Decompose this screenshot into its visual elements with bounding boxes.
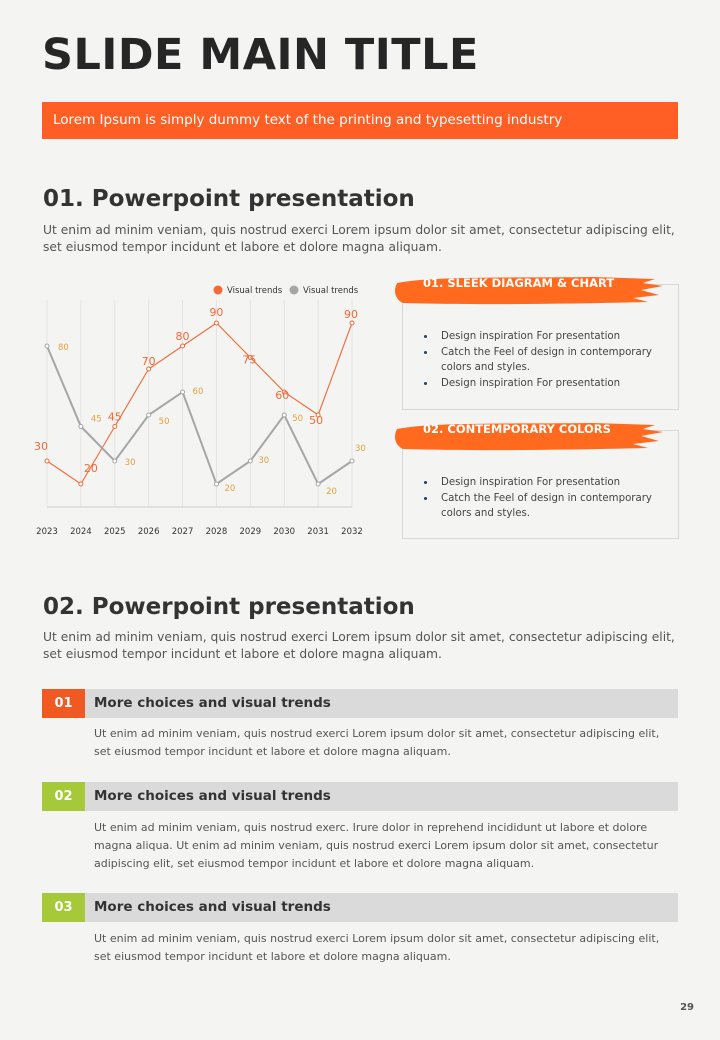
page-number: 29: [680, 1002, 694, 1013]
x-tick-label: 2027: [171, 527, 194, 537]
subtitle-banner: Lorem Ipsum is simply dummy text of the printing and typesetting industry: [42, 102, 678, 139]
x-tick-label: 2026: [137, 527, 160, 537]
section2-body: Ut enim ad minim veniam, quis nostrud exerci Lorem ipsum dolor sit amet, consectetur adipiscing elit, set eiusmod tempor incidunt et labore et dolore magna aliquam.: [43, 630, 675, 661]
section1-heading: 01. Powerpoint presentation: [43, 186, 415, 212]
data-point: [79, 482, 83, 486]
infobox-2-list: [441, 475, 671, 522]
chart-grid: [47, 300, 352, 507]
data-label: 80: [175, 330, 190, 343]
list-item: Design inspiration For presentation: [441, 475, 671, 490]
section1-body: Ut enim ad minim veniam, quis nostrud exerci Lorem ipsum dolor sit amet, consectetur adipiscing elit, set eiusmod tempor incidunt et labore et dolore magna aliquam.: [43, 223, 675, 254]
data-point: [45, 344, 49, 348]
x-tick-label: 2023: [36, 527, 58, 537]
infobox-1-list: [441, 329, 671, 392]
x-tick-label: 2028: [205, 527, 228, 537]
list-number-1: 01: [42, 689, 85, 718]
x-tick-label: 2032: [341, 527, 363, 537]
data-label: 80: [58, 343, 69, 353]
x-tick-label: 2025: [103, 527, 126, 537]
legend-label: Visual trends: [227, 286, 283, 296]
line-chart: [32, 280, 372, 540]
data-label: 75: [242, 353, 257, 367]
data-label: 20: [83, 462, 98, 475]
list-title-3: More choices and visual trends: [85, 893, 678, 922]
x-tick-label: 2031: [307, 527, 329, 537]
legend-marker: [214, 286, 223, 295]
legend-label: Visual trends: [303, 286, 359, 296]
data-label: 70: [141, 355, 156, 368]
data-point: [316, 482, 320, 486]
data-point: [113, 425, 117, 429]
infobox-1: [402, 276, 679, 410]
data-label: 50: [158, 417, 170, 427]
page-title: SLIDE MAIN TITLE: [42, 30, 479, 80]
data-label: 30: [258, 456, 270, 466]
data-point: [248, 459, 252, 463]
data-label: 50: [309, 414, 324, 427]
list-text-1: Ut enim ad minim veniam, quis nostrud exerci Lorem ipsum dolor sit amet, consectetur adipiscing elit, set eiusmod tempor incidunt et labore et dolore magna aliquam.: [94, 727, 660, 758]
data-point: [79, 425, 83, 429]
list-item: Design inspiration For presentation: [441, 376, 671, 391]
section2-heading: 02. Powerpoint presentation: [43, 594, 415, 620]
chart-legend: [214, 286, 359, 297]
data-label: 30: [355, 444, 366, 454]
list-number-2: 02: [42, 782, 85, 811]
data-label: 30: [124, 458, 136, 468]
infobox-2: [402, 422, 679, 539]
list-number-3: 03: [42, 893, 85, 922]
data-point: [181, 390, 185, 394]
data-label: 45: [107, 410, 122, 424]
data-point: [45, 459, 49, 463]
chart-series: [34, 306, 366, 497]
list-title-1: More choices and visual trends: [85, 689, 678, 718]
data-label: 50: [292, 414, 304, 424]
data-label: 90: [209, 306, 224, 319]
infobox-2-title: 02. CONTEMPORARY COLORS: [423, 422, 611, 436]
list-text-2: Ut enim ad minim veniam, quis nostrud exerc. Irure dolor in reprehend incididunt ut labore et dolore magna aliqua. Ut enim ad minim veniam, quis nostrud exerci Lorem ipsum dolor sit amet, consectetur adipiscing elit, set eiusmod tempor incidunt et labore et dolore magna aliquam.: [94, 821, 659, 870]
data-point: [214, 321, 218, 325]
data-point: [147, 413, 151, 417]
data-point: [181, 344, 185, 348]
data-label: 60: [192, 387, 204, 397]
x-tick-label: 2030: [273, 527, 296, 537]
list-title-2: More choices and visual trends: [85, 782, 678, 811]
data-point: [113, 459, 117, 463]
x-tick-label: 2024: [70, 527, 92, 537]
data-label: 20: [326, 487, 337, 497]
x-tick-label: 2029: [239, 527, 262, 537]
list-item: Catch the Feel of design in contemporary colors and styles.: [441, 491, 671, 521]
list-item: Design inspiration For presentation: [441, 329, 671, 344]
data-label: 30: [34, 440, 48, 453]
data-label: 20: [224, 484, 236, 494]
list-item: Catch the Feel of design in contemporary colors and styles.: [441, 345, 671, 375]
legend-marker: [290, 286, 299, 295]
infobox-1-title: 01. SLEEK DIAGRAM & CHART: [423, 276, 615, 290]
data-point: [350, 459, 354, 463]
line-chart-svg: [32, 280, 372, 540]
data-label: 60: [275, 389, 290, 402]
data-point: [350, 321, 354, 325]
chart-x-axis: [36, 527, 363, 537]
data-label: 90: [344, 308, 358, 321]
list-text-3: Ut enim ad minim veniam, quis nostrud exerci Lorem ipsum dolor sit amet, consectetur adipiscing elit, set eiusmod tempor incidunt et labore et dolore magna aliquam.: [94, 932, 660, 963]
data-point: [214, 482, 218, 486]
data-label: 45: [90, 414, 102, 425]
data-point: [282, 413, 286, 417]
